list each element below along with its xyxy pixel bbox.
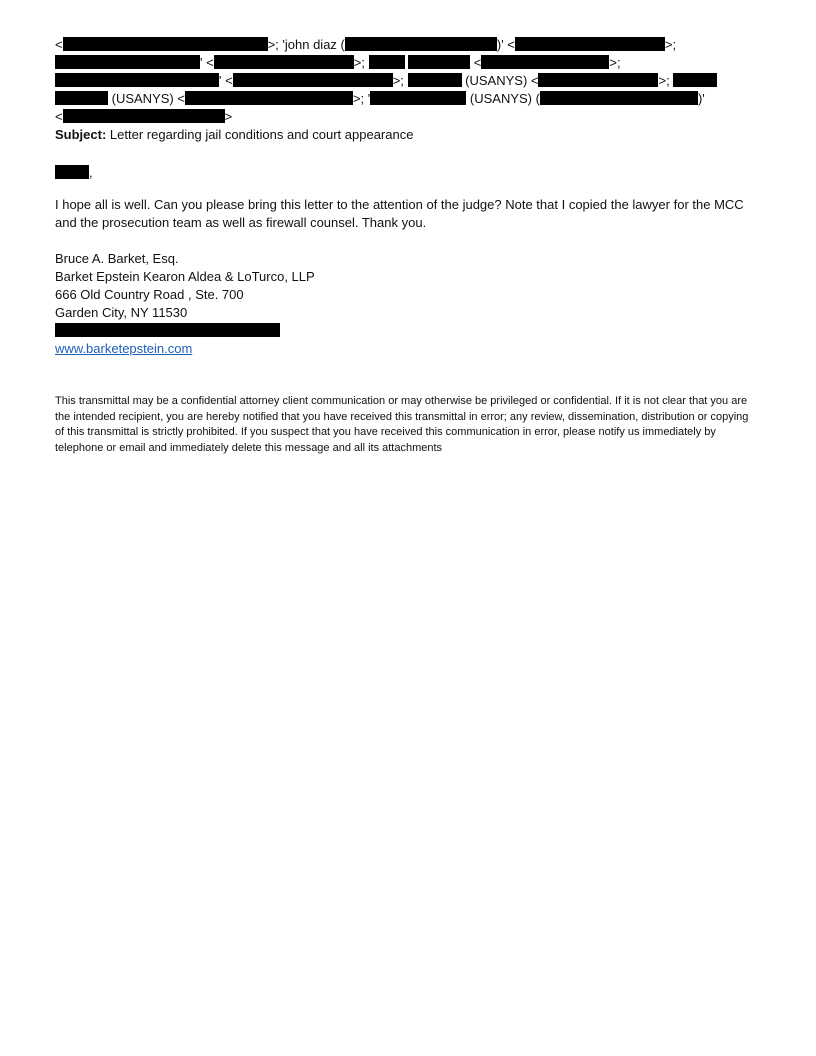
redaction-bar — [408, 55, 470, 69]
redaction-bar — [673, 73, 717, 87]
redaction-bar — [538, 73, 658, 87]
recipients-text: > — [224, 109, 233, 124]
redaction-bar — [55, 91, 108, 105]
recipients-text: >; — [658, 73, 670, 88]
recipients-text: < — [55, 37, 63, 52]
greeting-comma: , — [89, 165, 93, 180]
recipients-text: ' < — [219, 73, 233, 88]
recipients-line-2 — [55, 54, 755, 72]
recipients-line-5 — [55, 108, 755, 126]
email-document — [55, 36, 755, 456]
redaction-bar — [369, 55, 405, 69]
recipients-line-3 — [55, 72, 755, 90]
redaction-bar — [515, 37, 665, 51]
signature-name: Bruce A. Barket, Esq. — [55, 251, 179, 266]
recipients-text: )' < — [496, 37, 515, 52]
recipients-text: (USANYS) < — [111, 91, 185, 106]
recipients-text: >; — [353, 55, 365, 70]
subject-label: Subject: — [55, 127, 107, 142]
redaction-bar — [233, 73, 393, 87]
message-body: I hope all is well. Can you please bring this letter to the attention of the judge? Note that I copied the lawyer for the MCC and the prosecution team as well as firewall counsel. Thank you. — [55, 197, 744, 230]
redaction-bar — [63, 109, 225, 123]
redaction-bar — [214, 55, 354, 69]
recipients-text: )' — [697, 91, 705, 106]
redaction-bar — [185, 91, 353, 105]
subject-line — [55, 126, 755, 144]
recipients-text: >; 'john diaz ( — [267, 37, 345, 52]
redaction-bar — [408, 73, 462, 87]
signature-firm: Barket Epstein Kearon Aldea & LoTurco, LLP — [55, 269, 315, 284]
redaction-bar — [540, 91, 698, 105]
redaction-bar — [481, 55, 609, 69]
recipients-text: < — [55, 109, 63, 124]
greeting — [55, 164, 755, 182]
signature-block — [55, 250, 755, 358]
redaction-bar — [55, 55, 200, 69]
confidentiality-disclaimer: This transmittal may be a confidential attorney client communication or may otherwise be privileged or confidential. If it is not clear that you are the intended recipient, you are hereby notified that you have received this transmittal in error; any review, dissemination, distribution or copying of this transmittal is strictly prohibited. If you suspect that you have received this communication in error, please notify us immediately by telephone or email and immediately delete this message and all its attachments — [55, 395, 749, 454]
redaction-bar — [55, 165, 89, 179]
redaction-bar — [55, 323, 280, 337]
recipients-text: < — [473, 55, 482, 70]
recipients-text: (USANYS) ( — [469, 91, 540, 106]
subject-text: Letter regarding jail conditions and court appearance — [109, 127, 414, 142]
recipients-line-4 — [55, 90, 755, 108]
redaction-bar — [55, 73, 219, 87]
recipients-text: >; — [664, 37, 677, 52]
recipients-text: ' < — [200, 55, 214, 70]
recipients-text: >; — [392, 73, 404, 88]
signature-address-line1: 666 Old Country Road , Ste. 700 — [55, 287, 244, 302]
website-link[interactable]: www.barketepstein.com — [55, 341, 193, 356]
recipients-text: >; ' — [352, 91, 371, 106]
signature-redacted-line — [55, 322, 755, 340]
redaction-bar — [345, 37, 497, 51]
recipients-line-1 — [55, 36, 755, 54]
signature-address-line2: Garden City, NY 11530 — [55, 305, 188, 320]
recipients-text: >; — [609, 55, 621, 70]
recipients-text: (USANYS) < — [465, 73, 539, 88]
redaction-bar — [370, 91, 466, 105]
redaction-bar — [63, 37, 268, 51]
